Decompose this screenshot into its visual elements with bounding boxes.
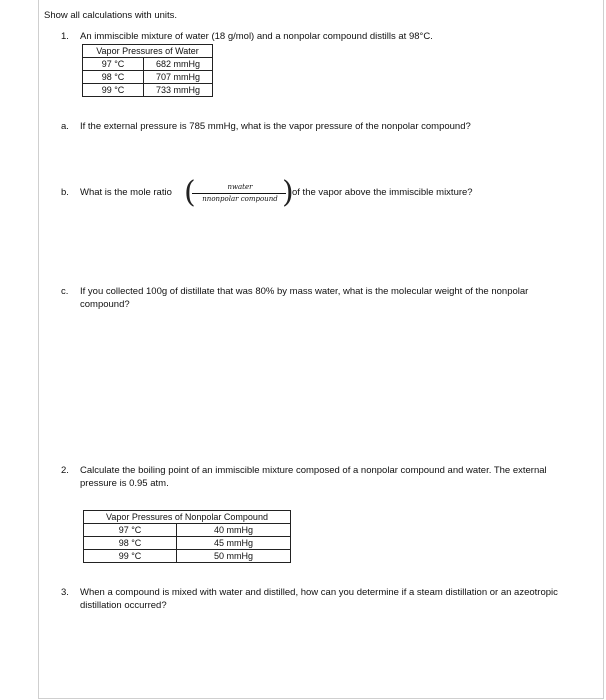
table-cell-pressure: 682 mmHg <box>144 58 213 71</box>
table-cell-temp: 98 °C <box>84 537 177 550</box>
q1b-label: b. <box>61 187 69 198</box>
table-cell-pressure: 707 mmHg <box>144 71 213 84</box>
table-cell-pressure: 45 mmHg <box>177 537 291 550</box>
table-row <box>84 550 291 563</box>
q1-number: 1. <box>61 31 69 42</box>
table-row <box>84 524 291 537</box>
table-row <box>83 71 213 84</box>
q2-number: 2. <box>61 465 69 476</box>
nonpolar-vapor-table <box>83 510 291 563</box>
table-cell-temp: 97 °C <box>84 524 177 537</box>
q1b-text-after: of the vapor above the immiscible mixture? <box>292 187 473 198</box>
table-cell-pressure: 733 mmHg <box>144 84 213 97</box>
table-cell-temp: 99 °C <box>84 550 177 563</box>
q2-text: Calculate the boiling point of an immiscible mixture composed of a nonpolar compound and water. The external pressure is 0.95 atm. <box>80 465 547 489</box>
q1a-text: If the external pressure is 785 mmHg, what is the vapor pressure of the nonpolar compound? <box>80 121 471 132</box>
q3-number: 3. <box>61 587 69 598</box>
table-cell-pressure: 50 mmHg <box>177 550 291 563</box>
left-paren: ( <box>184 175 196 210</box>
q3-text: When a compound is mixed with water and distilled, how can you determine if a steam distillation or an azeotropic distillation occurred? <box>80 587 558 611</box>
table-row <box>84 537 291 550</box>
q1-text: An immiscible mixture of water (18 g/mol) and a nonpolar compound distills at 98°C. <box>80 31 433 42</box>
table-cell-temp: 97 °C <box>83 58 144 71</box>
table-row <box>83 84 213 97</box>
q1a-label: a. <box>61 121 69 132</box>
q1c-text: If you collected 100g of distillate that was 80% by mass water, what is the molecular weight of the nonpolar compound? <box>80 286 529 310</box>
table-row <box>83 58 213 71</box>
fraction-numerator: nwater <box>227 183 253 191</box>
table-cell-pressure: 40 mmHg <box>177 524 291 537</box>
fraction-denominator: nnonpolar compound <box>202 195 278 203</box>
right-paren: ) <box>282 175 294 210</box>
q1c-label: c. <box>61 286 69 297</box>
mole-ratio-fraction <box>184 175 294 212</box>
fraction-bar <box>192 193 286 194</box>
instructions: Show all calculations with units. <box>44 10 178 21</box>
nonpolar-table-title: Vapor Pressures of Nonpolar Compound <box>84 511 291 524</box>
water-table-title: Vapor Pressures of Water <box>83 45 213 58</box>
water-vapor-table <box>82 44 213 97</box>
q1b-text-before: What is the mole ratio <box>80 187 172 198</box>
table-cell-temp: 98 °C <box>83 71 144 84</box>
table-cell-temp: 99 °C <box>83 84 144 97</box>
